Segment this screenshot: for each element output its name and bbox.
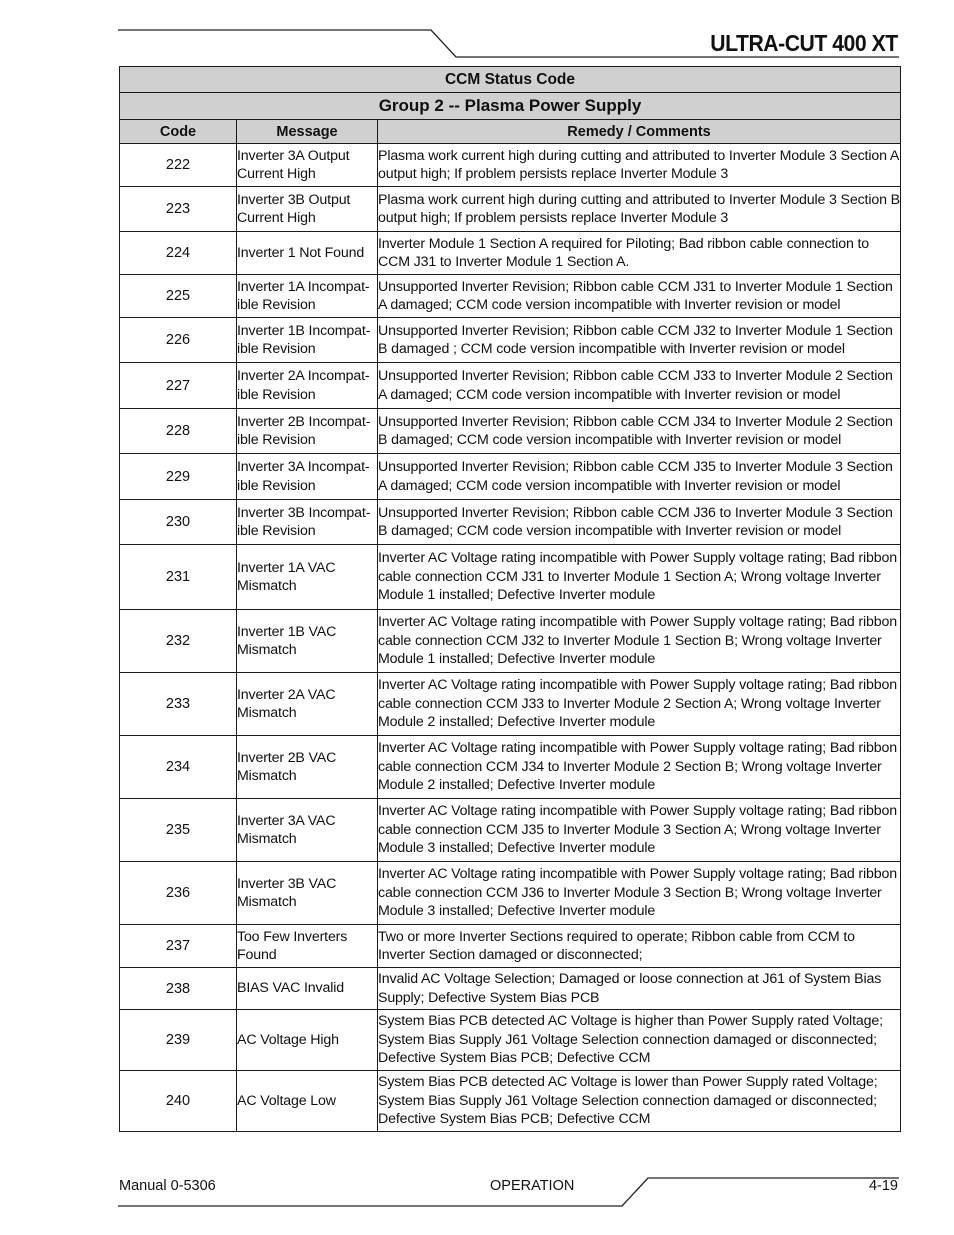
table-row <box>120 144 901 187</box>
message-cell: Inverter 3A Output Current High <box>237 144 378 187</box>
remedy-cell: Plasma work current high during cutting and attributed to Inverter Module 3 Section B output high; If problem persists replace Inverter Module 3 <box>378 187 901 232</box>
column-header-message: Message <box>237 120 378 144</box>
remedy-cell: Inverter AC Voltage rating incompatible with Power Supply voltage rating; Bad ribbon cable connection CCM J33 to Inverter Module 2 Section A; Wrong voltage Inverter Module 2 installed; Defective Inverter module <box>378 673 901 736</box>
table-row <box>120 925 901 968</box>
remedy-cell: Invalid AC Voltage Selection; Damaged or loose connection at J61 of System Bias Supply; Defective System Bias PCB <box>378 968 901 1010</box>
remedy-cell: Unsupported Inverter Revision; Ribbon cable CCM J34 to Inverter Module 2 Section B damaged; CCM code version incompatible with Inverter revision or model <box>378 409 901 454</box>
code-cell: 234 <box>120 736 237 799</box>
section-name: OPERATION <box>490 1178 575 1194</box>
message-cell: Inverter 1B Incompat-ible Revision <box>237 318 378 363</box>
manual-number: Manual 0-5306 <box>119 1178 216 1194</box>
code-cell: 223 <box>120 187 237 232</box>
message-cell: Inverter 2B Incompat-ible Revision <box>237 409 378 454</box>
message-cell: Inverter 3A VAC Mismatch <box>237 799 378 862</box>
code-cell: 232 <box>120 610 237 673</box>
ccm-status-code-table <box>119 66 901 1132</box>
table-title: CCM Status Code <box>120 67 901 93</box>
remedy-cell: Inverter AC Voltage rating incompatible with Power Supply voltage rating; Bad ribbon cable connection CCM J34 to Inverter Module 2 Section B; Wrong voltage Inverter Module 2 installed; Defective Inverter module <box>378 736 901 799</box>
remedy-cell: Unsupported Inverter Revision; Ribbon cable CCM J32 to Inverter Module 1 Section B damaged ; CCM code version incompatible with Inverter revision or model <box>378 318 901 363</box>
code-cell: 237 <box>120 925 237 968</box>
remedy-cell: Plasma work current high during cutting and attributed to Inverter Module 3 Section A output high; If problem persists replace Inverter Module 3 <box>378 144 901 187</box>
code-cell: 222 <box>120 144 237 187</box>
table-row <box>120 318 901 363</box>
message-cell: Inverter 2A VAC Mismatch <box>237 673 378 736</box>
page-number: 4-19 <box>868 1178 898 1194</box>
remedy-cell: Unsupported Inverter Revision; Ribbon cable CCM J33 to Inverter Module 2 Section A damaged; CCM code version incompatible with Inverter revision or model <box>378 363 901 409</box>
remedy-cell: Inverter AC Voltage rating incompatible with Power Supply voltage rating; Bad ribbon cable connection CCM J35 to Inverter Module 3 Section A; Wrong voltage Inverter Module 3 installed; Defective Inverter module <box>378 799 901 862</box>
code-cell: 233 <box>120 673 237 736</box>
message-cell: Inverter 3B VAC Mismatch <box>237 862 378 925</box>
message-cell: Inverter 2A Incompat-ible Revision <box>237 363 378 409</box>
remedy-cell: Unsupported Inverter Revision; Ribbon cable CCM J31 to Inverter Module 1 Section A damaged; CCM code version incompatible with Inverter revision or model <box>378 275 901 318</box>
remedy-cell: Unsupported Inverter Revision; Ribbon cable CCM J35 to Inverter Module 3 Section A damaged; CCM code version incompatible with Inverter revision or model <box>378 454 901 500</box>
remedy-cell: Two or more Inverter Sections required to operate; Ribbon cable from CCM to Inverter Section damaged or disconnected; <box>378 925 901 968</box>
remedy-cell: Inverter AC Voltage rating incompatible with Power Supply voltage rating; Bad ribbon cable connection CCM J32 to Inverter Module 1 Section B; Wrong voltage Inverter Module 1 installed; Defective Inverter module <box>378 610 901 673</box>
code-cell: 227 <box>120 363 237 409</box>
remedy-cell: Inverter AC Voltage rating incompatible with Power Supply voltage rating; Bad ribbon cable connection CCM J31 to Inverter Module 1 Section A; Wrong voltage Inverter Module 1 installed; Defective Inverter module <box>378 545 901 610</box>
code-cell: 224 <box>120 232 237 275</box>
table-row <box>120 1010 901 1071</box>
table-row <box>120 799 901 862</box>
message-cell: AC Voltage High <box>237 1010 378 1071</box>
code-cell: 230 <box>120 500 237 545</box>
code-cell: 226 <box>120 318 237 363</box>
table-row <box>120 862 901 925</box>
message-cell: AC Voltage Low <box>237 1071 378 1132</box>
message-cell: Inverter 1B VAC Mismatch <box>237 610 378 673</box>
table-row <box>120 545 901 610</box>
message-cell: Inverter 2B VAC Mismatch <box>237 736 378 799</box>
remedy-cell: System Bias PCB detected AC Voltage is lower than Power Supply rated Voltage; System Bias Supply J61 Voltage Selection connection damaged or disconnected; Defective System Bias PCB; Defective CCM <box>378 1071 901 1132</box>
code-cell: 231 <box>120 545 237 610</box>
table-row <box>120 363 901 409</box>
code-cell: 225 <box>120 275 237 318</box>
remedy-cell: Inverter Module 1 Section A required for Piloting; Bad ribbon cable connection to CCM J31 to Inverter Module 1 Section A. <box>378 232 901 275</box>
table-row <box>120 1071 901 1132</box>
remedy-cell: System Bias PCB detected AC Voltage is higher than Power Supply rated Voltage; System Bias Supply J61 Voltage Selection connection damaged or disconnected; Defective System Bias PCB; Defective CCM <box>378 1010 901 1071</box>
message-cell: Too Few Inverters Found <box>237 925 378 968</box>
table-row <box>120 187 901 232</box>
message-cell: Inverter 3B Incompat-ible Revision <box>237 500 378 545</box>
remedy-cell: Inverter AC Voltage rating incompatible with Power Supply voltage rating; Bad ribbon cable connection CCM J36 to Inverter Module 3 Section B; Wrong voltage Inverter Module 3 installed; Defective Inverter module <box>378 862 901 925</box>
message-cell: BIAS VAC Invalid <box>237 968 378 1010</box>
code-cell: 239 <box>120 1010 237 1071</box>
column-header-remedy: Remedy / Comments <box>378 120 901 144</box>
table-row <box>120 736 901 799</box>
code-cell: 235 <box>120 799 237 862</box>
code-cell: 238 <box>120 968 237 1010</box>
document-title: ULTRA-CUT 400 XT <box>710 30 898 56</box>
table-row <box>120 673 901 736</box>
table-row <box>120 232 901 275</box>
message-cell: Inverter 3A Incompat-ible Revision <box>237 454 378 500</box>
code-cell: 236 <box>120 862 237 925</box>
code-cell: 228 <box>120 409 237 454</box>
message-cell: Inverter 3B Output Current High <box>237 187 378 232</box>
message-cell: Inverter 1A Incompat-ible Revision <box>237 275 378 318</box>
group-title: Group 2 -- Plasma Power Supply <box>120 93 901 120</box>
message-cell: Inverter 1A VAC Mismatch <box>237 545 378 610</box>
table-row <box>120 454 901 500</box>
table-row <box>120 610 901 673</box>
table-row <box>120 968 901 1010</box>
table-row <box>120 500 901 545</box>
message-cell: Inverter 1 Not Found <box>237 232 378 275</box>
table-row <box>120 409 901 454</box>
code-cell: 240 <box>120 1071 237 1132</box>
table-row <box>120 275 901 318</box>
remedy-cell: Unsupported Inverter Revision; Ribbon cable CCM J36 to Inverter Module 3 Section B damaged; CCM code version incompatible with Inverter revision or model <box>378 500 901 545</box>
column-header-code: Code <box>120 120 237 144</box>
code-cell: 229 <box>120 454 237 500</box>
